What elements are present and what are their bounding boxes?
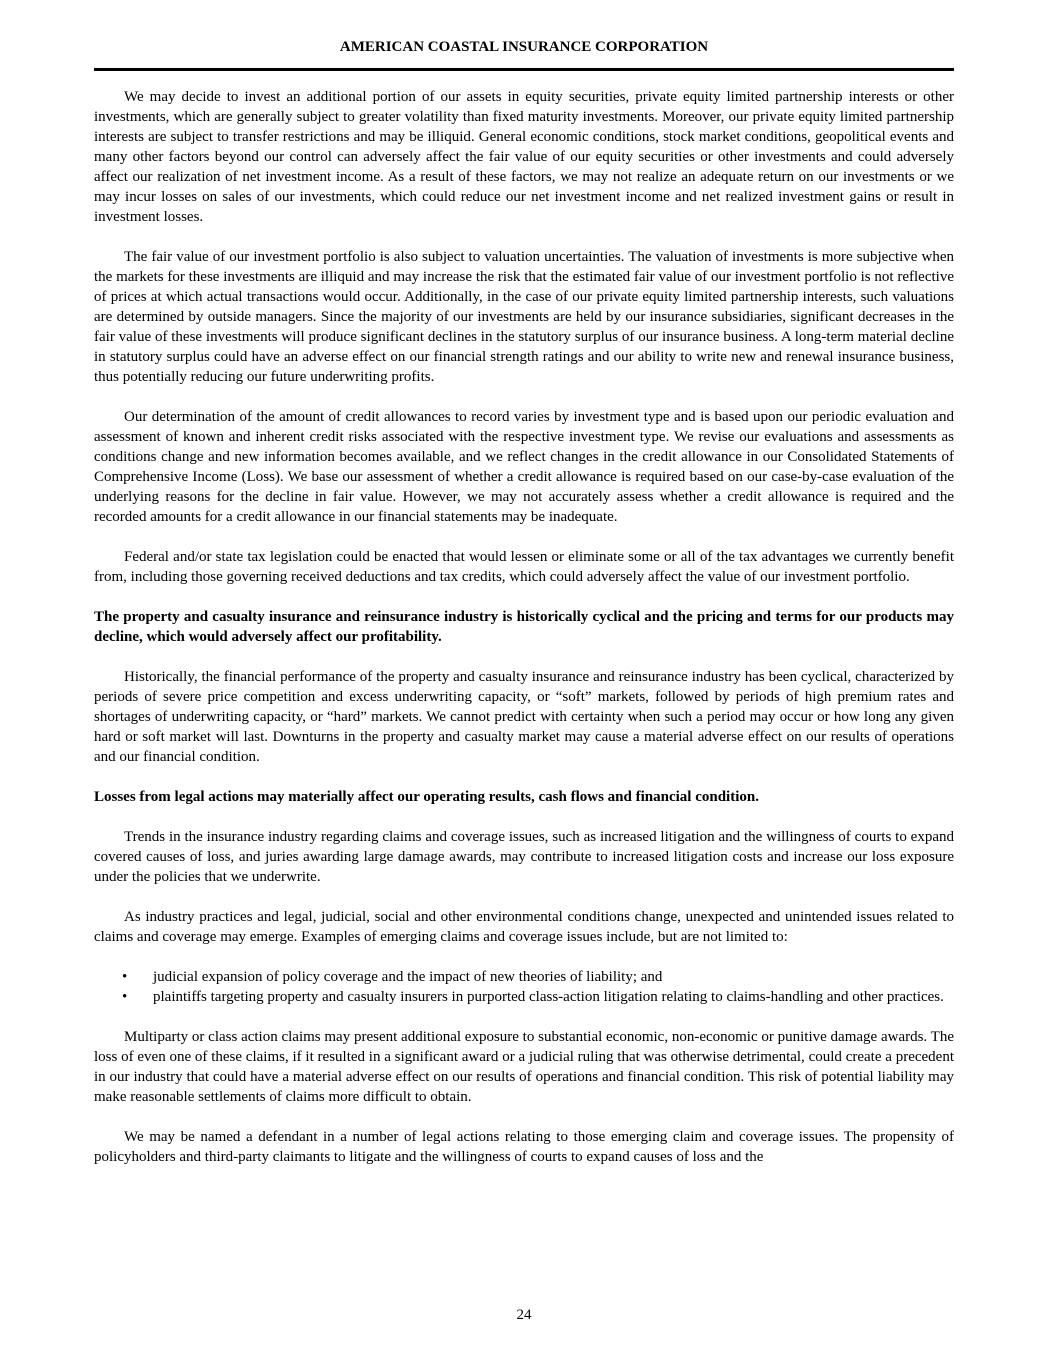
section-heading: Losses from legal actions may materially affect our operating results, cash flows and financial condition. [94,789,759,805]
bullet-list [94,967,954,1007]
paragraph: Historically, the financial performance of the property and casualty insurance and reinsurance industry has been cyclical, characterized by periods of severe price competition and excess underwriting capacity, or “soft” markets, followed by periods of high premium rates and shortages of underwriting capacity, or “hard” markets. We cannot predict with certainty when such a period may occur or how long any given hard or soft market will last. Downturns in the property and casualty market may cause a material adverse effect on our results of operations and our financial condition. [94,669,954,765]
header-rule [94,68,954,71]
list-item-text: judicial expansion of policy coverage and the impact of new theories of liability; and [153,969,663,985]
document-body [94,87,954,1187]
paragraph: We may decide to invest an additional portion of our assets in equity securities, private equity limited partnership interests or other investments, which are generally subject to greater volatility than fixed maturity investments. Moreover, our private equity limited partnership interests are subject to transfer restrictions and may be illiquid. General economic conditions, stock market conditions, geopolitical events and many other factors beyond our control can adversely affect the fair value of our equity securities or other investments and could adversely affect our realization of net investment income. As a result of these factors, we may not realize an adequate return on our investments or we may incur losses on sales of our investments, which could reduce our net investment income and net realized investment gains or result in investment losses. [94,89,954,225]
paragraph: Trends in the insurance industry regarding claims and coverage issues, such as increased litigation and the willingness of courts to expand covered causes of loss, and juries awarding large damage awards, may contribute to increased litigation costs and increase our loss exposure under the policies that we underwrite. [94,829,954,885]
bullet-icon: • [122,989,128,1005]
list-item [94,987,954,1007]
paragraph: We may be named a defendant in a number of legal actions relating to those emerging claim and coverage issues. The propensity of policyholders and third-party claimants to litigate and the willingness of courts to expand causes of loss and the [94,1129,954,1165]
company-header: AMERICAN COASTAL INSURANCE CORPORATION [339,39,709,55]
paragraph: Federal and/or state tax legislation could be enacted that would lessen or eliminate some or all of the tax advantages we currently benefit from, including those governing received deductions and tax credits, which could adversely affect the value of our investment portfolio. [94,549,954,585]
paragraph: Multiparty or class action claims may present additional exposure to substantial economic, non-economic or punitive damage awards. The loss of even one of these claims, if it resulted in a significant award or a judicial ruling that was otherwise detrimental, could create a precedent in our industry that could have a material adverse effect on our results of operations and financial condition. This risk of potential liability may make reasonable settlements of claims more difficult to obtain. [94,1029,954,1105]
paragraph: As industry practices and legal, judicial, social and other environmental conditions change, unexpected and unintended issues related to claims and coverage may emerge. Examples of emerging claims and coverage issues include, but are not limited to: [94,909,954,945]
bullet-icon: • [122,969,128,985]
paragraph: Our determination of the amount of credit allowances to record varies by investment type and is based upon our periodic evaluation and assessment of known and inherent credit risks associated with the respective investment type. We revise our evaluations and assessments as conditions change and new information becomes available, and we reflect changes in the credit allowance in our Consolidated Statements of Comprehensive Income (Loss). We base our assessment of whether a credit allowance is required based on our case-by-case evaluation of the underlying reasons for the decline in fair value. However, we may not accurately assess whether a credit allowance is required and the recorded amounts for a credit allowance in our financial statements may be inadequate. [94,409,954,525]
list-item-text: plaintiffs targeting property and casualty insurers in purported class-action litigation relating to claims-handling and other practices. [153,989,944,1005]
section-heading: The property and casualty insurance and reinsurance industry is historically cyclical and the pricing and terms for our products may decline, which would adversely affect our profitability. [94,609,954,645]
page-number: 24 [516,1307,532,1323]
list-item [94,967,954,987]
paragraph: The fair value of our investment portfolio is also subject to valuation uncertainties. The valuation of investments is more subjective when the markets for these investments are illiquid and may increase the risk that the estimated fair value of our investment portfolio is not reflective of prices at which actual transactions would occur. Additionally, in the case of our private equity limited partnership interests, such valuations are determined by outside managers. Since the majority of our investments are held by our insurance subsidiaries, significant decreases in the fair value of these investments will produce significant declines in the statutory surplus of our insurance business. A long-term material decline in statutory surplus could have an adverse effect on our financial strength ratings and our ability to write new and renewal insurance business, thus potentially reducing our future underwriting profits. [94,249,954,385]
